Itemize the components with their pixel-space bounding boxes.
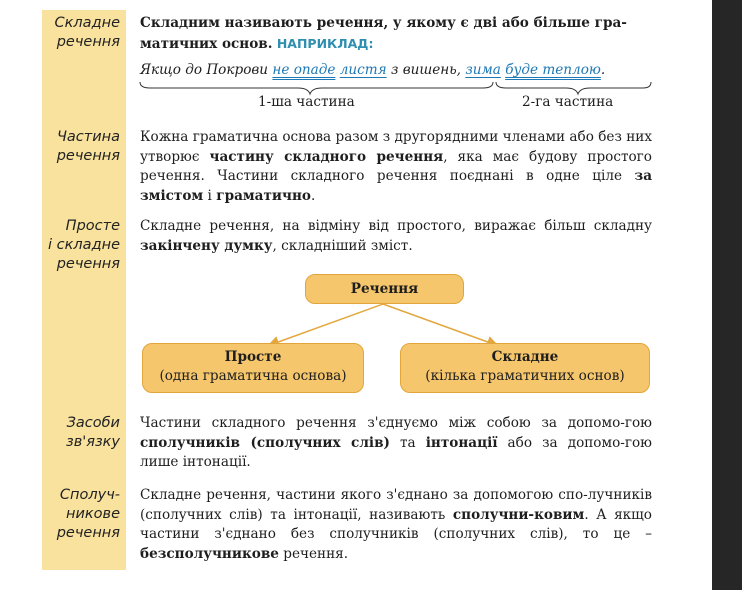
box-title: Складне [491,349,559,365]
text: . [310,187,316,204]
term-line: зв'язку [65,434,120,450]
example-word: . [600,62,606,78]
text: Складне речення, частини якого з'єднано за допомогою спо-лучників (сполучних слів) та інтонації, називають [140,487,652,523]
text: речення. [278,545,349,562]
term-line: Сполуч- [59,487,120,503]
term-line: Просте [65,218,120,234]
arrow-to-complex [383,304,496,345]
conjunctive-paragraph [140,486,652,564]
term-line: никове [66,506,120,522]
bold-term: граматично [216,187,311,204]
part-1-label: 1-ша частина [258,94,355,110]
term-line: Складне [54,15,120,31]
text: , яка має будову простого речення. Частини складного речення поєднані в одне ціле [140,148,652,184]
example-word: з вишень, [386,62,466,78]
definition-text-end: матичних основ. [140,35,273,52]
text: та [389,434,426,451]
term-line: і складне [48,237,120,253]
bold-term: сполучників (сполучних слів) [140,434,390,451]
bold-term: безсполучникове [140,545,279,562]
example-word: Якщо до Покрови [140,62,273,78]
diagram-complex-box [400,343,650,393]
bold-term: за змістом [140,168,652,204]
term-line: речення [56,148,120,164]
term-line: Частина [56,129,120,145]
text: . А якщо частини з'єднано без сполучників (сполучних слів), то це – [140,506,652,542]
text: Частини складного речення з'єднуємо між собою за допомо-гою [140,415,652,431]
bold-term: частину складного речення [209,148,444,165]
example-subject: листя [339,62,387,78]
means-paragraph [140,414,652,473]
example-predicate: буде теплою [505,62,601,78]
text: або за допомо-гою лише інтонації. [140,434,652,470]
term-line: речення [56,525,120,541]
diagram-simple-box [142,343,364,393]
example-label: НАПРИКЛАД: [276,35,374,51]
box-title: Просте [224,349,282,365]
example-predicate: не опаде [272,62,336,78]
text: і [203,187,217,204]
term-line: речення [56,256,120,272]
text: Складне речення, на відміну від простого, виражає більш складну [140,218,652,234]
bold-term: закінчену думку [140,237,273,254]
definition-text: Складним називають речення, у якому є дві або більше гра- [140,15,627,31]
arrow-to-simple [270,304,383,345]
text: , складніший зміст. [272,237,413,254]
box-subtitle: (одна граматична основа) [159,368,347,384]
text: Кожна граматична основа разом з другорядними членами або без них утворює [140,129,652,165]
box-subtitle: (кілька граматичних основ) [425,368,625,384]
box-title: Речення [350,281,419,297]
bold-term: інтонації [425,434,498,451]
term-line: Засоби [66,415,120,431]
term-line: речення [56,34,120,50]
bold-term: сполучни-ковим [452,506,585,523]
example-subject: зима [465,62,501,78]
part-2-label: 2-га частина [522,94,614,110]
diagram-sentence-box [305,274,464,304]
